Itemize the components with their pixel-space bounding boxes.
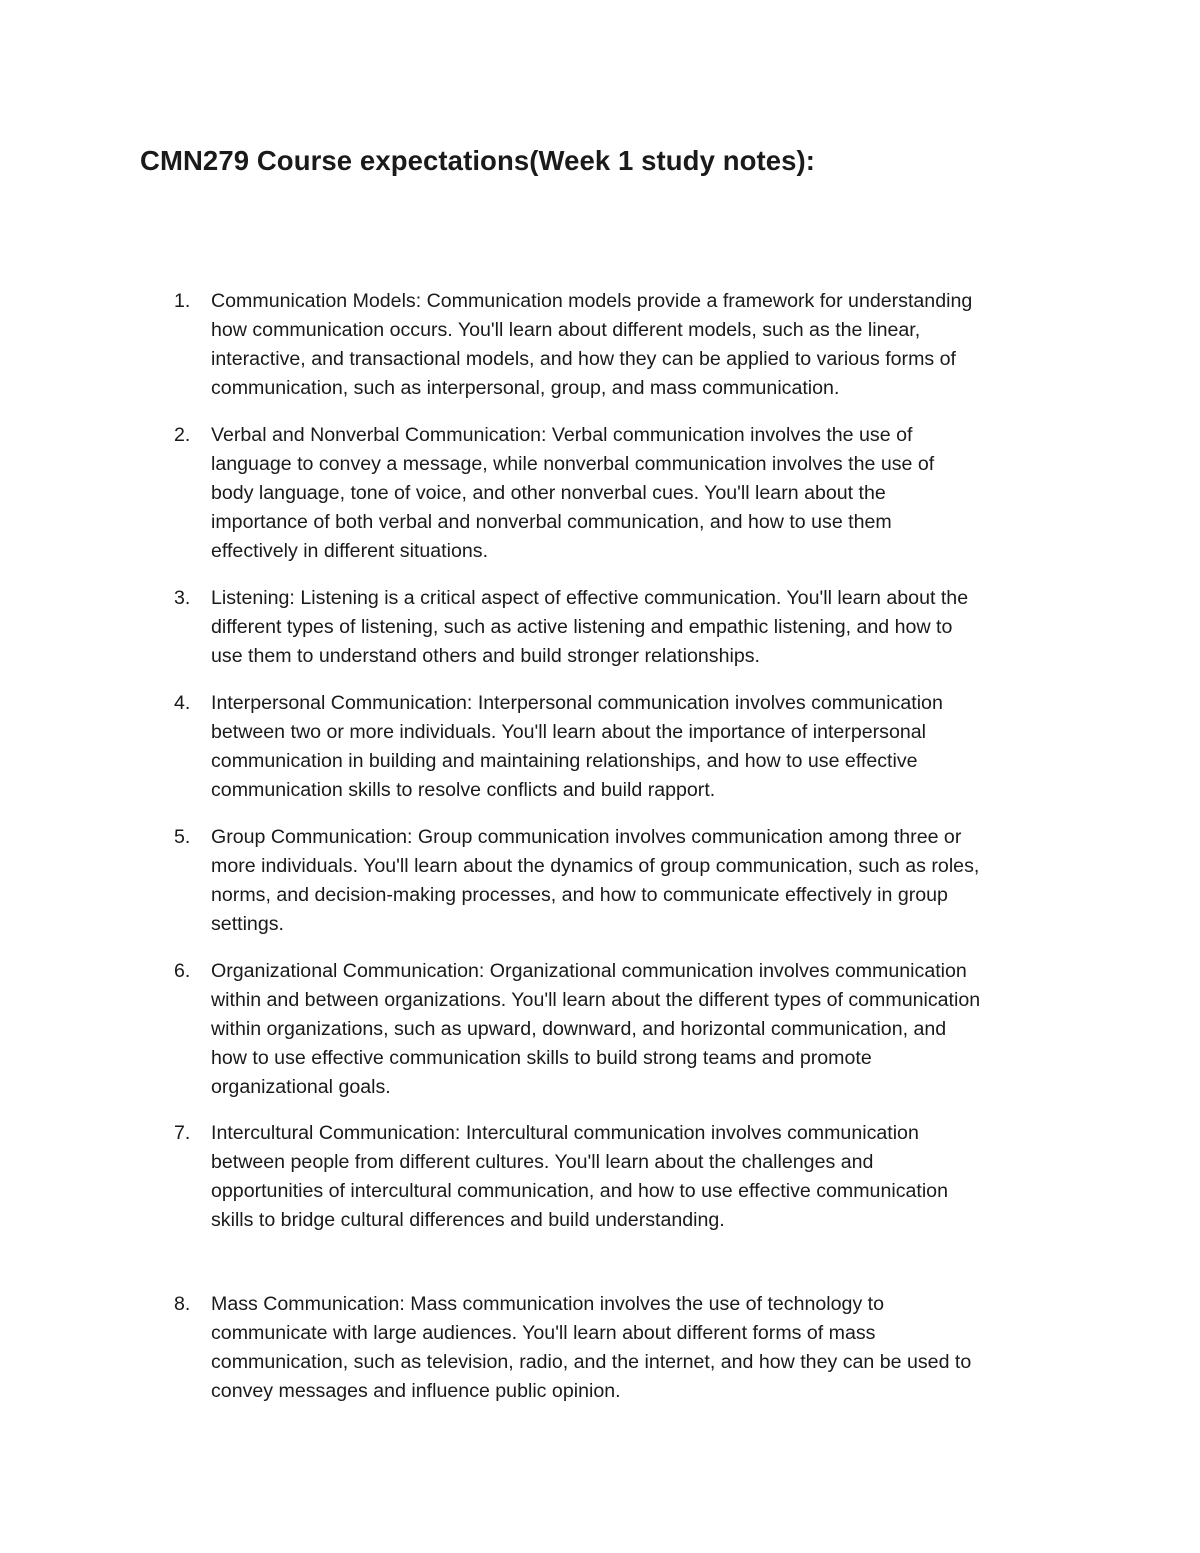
document-title: CMN279 Course expectations(Week 1 study notes): bbox=[140, 145, 816, 176]
text-line: how to use effective communication skills to build strong teams and promote bbox=[211, 1046, 872, 1069]
text-line: Communication Models: Communication models provide a framework for understanding bbox=[211, 290, 973, 312]
list-item-text bbox=[211, 287, 1071, 403]
list-item-text bbox=[211, 421, 1071, 566]
text-line: within and between organizations. You'll learn about the different types of communication bbox=[211, 988, 981, 1011]
list-item-text bbox=[211, 689, 1071, 805]
text-line: Mass Communication: Mass communication involves the use of technology to bbox=[211, 1293, 885, 1315]
text-line: between two or more individuals. You'll learn about the importance of interpersonal bbox=[211, 720, 926, 743]
text-line: organizational goals. bbox=[211, 1075, 391, 1098]
text-line: Listening: Listening is a critical aspect of effective communication. You'll learn about the bbox=[211, 587, 969, 609]
text-line: skills to bridge cultural differences and build understanding. bbox=[211, 1208, 725, 1231]
text-line: body language, tone of voice, and other nonverbal cues. You'll learn about the bbox=[211, 481, 886, 504]
text-line: interactive, and transactional models, and how they can be applied to various forms of bbox=[211, 347, 956, 370]
text-line: effectively in different situations. bbox=[211, 539, 489, 562]
text-line: Group Communication: Group communication involves communication among three or bbox=[211, 826, 962, 848]
list-item-number: 5. bbox=[174, 826, 191, 848]
text-line: importance of both verbal and nonverbal communication, and how to use them bbox=[211, 510, 892, 533]
text-line: communication in building and maintaining relationships, and how to use effective bbox=[211, 749, 918, 772]
list-item-text bbox=[211, 957, 1071, 1102]
text-line: more individuals. You'll learn about the dynamics of group communication, such as roles, bbox=[211, 854, 980, 877]
text-line: communication skills to resolve conflicts and build rapport. bbox=[211, 778, 716, 801]
list-item-text bbox=[211, 1290, 1071, 1406]
text-line: norms, and decision-making processes, and how to communicate effectively in group bbox=[211, 883, 948, 906]
list-item-number: 8. bbox=[174, 1293, 191, 1315]
text-line: different types of listening, such as active listening and empathic listening, and how to bbox=[211, 615, 953, 638]
list-item-number: 7. bbox=[174, 1122, 191, 1144]
text-line: Interpersonal Communication: Interpersonal communication involves communication bbox=[211, 692, 943, 714]
text-line: opportunities of intercultural communication, and how to use effective communication bbox=[211, 1179, 948, 1202]
text-line: convey messages and influence public opinion. bbox=[211, 1379, 621, 1402]
text-line: Organizational Communication: Organizational communication involves communication bbox=[211, 960, 967, 982]
text-line: Intercultural Communication: Intercultural communication involves communication bbox=[211, 1122, 919, 1144]
text-line: language to convey a message, while nonverbal communication involves the use of bbox=[211, 452, 935, 475]
list-item-number: 3. bbox=[174, 587, 191, 609]
text-line: Verbal and Nonverbal Communication: Verbal communication involves the use of bbox=[211, 424, 913, 446]
text-line: settings. bbox=[211, 912, 284, 935]
text-line: use them to understand others and build stronger relationships. bbox=[211, 644, 760, 667]
list-item-number: 2. bbox=[174, 424, 191, 446]
list-item-number: 6. bbox=[174, 960, 191, 982]
text-line: communication, such as interpersonal, group, and mass communication. bbox=[211, 376, 840, 399]
text-line: between people from different cultures. You'll learn about the challenges and bbox=[211, 1150, 874, 1173]
list-item-number: 4. bbox=[174, 692, 191, 714]
list-item-number: 1. bbox=[174, 290, 191, 312]
list-item-text bbox=[211, 1119, 1071, 1235]
text-line: communication, such as television, radio, and the internet, and how they can be used to bbox=[211, 1350, 972, 1373]
list-item-text bbox=[211, 823, 1071, 939]
text-line: communicate with large audiences. You'll learn about different forms of mass bbox=[211, 1321, 876, 1344]
text-line: within organizations, such as upward, downward, and horizontal communication, and bbox=[211, 1017, 947, 1040]
text-line: how communication occurs. You'll learn about different models, such as the linear, bbox=[211, 318, 921, 341]
list-item-text bbox=[211, 584, 1071, 671]
